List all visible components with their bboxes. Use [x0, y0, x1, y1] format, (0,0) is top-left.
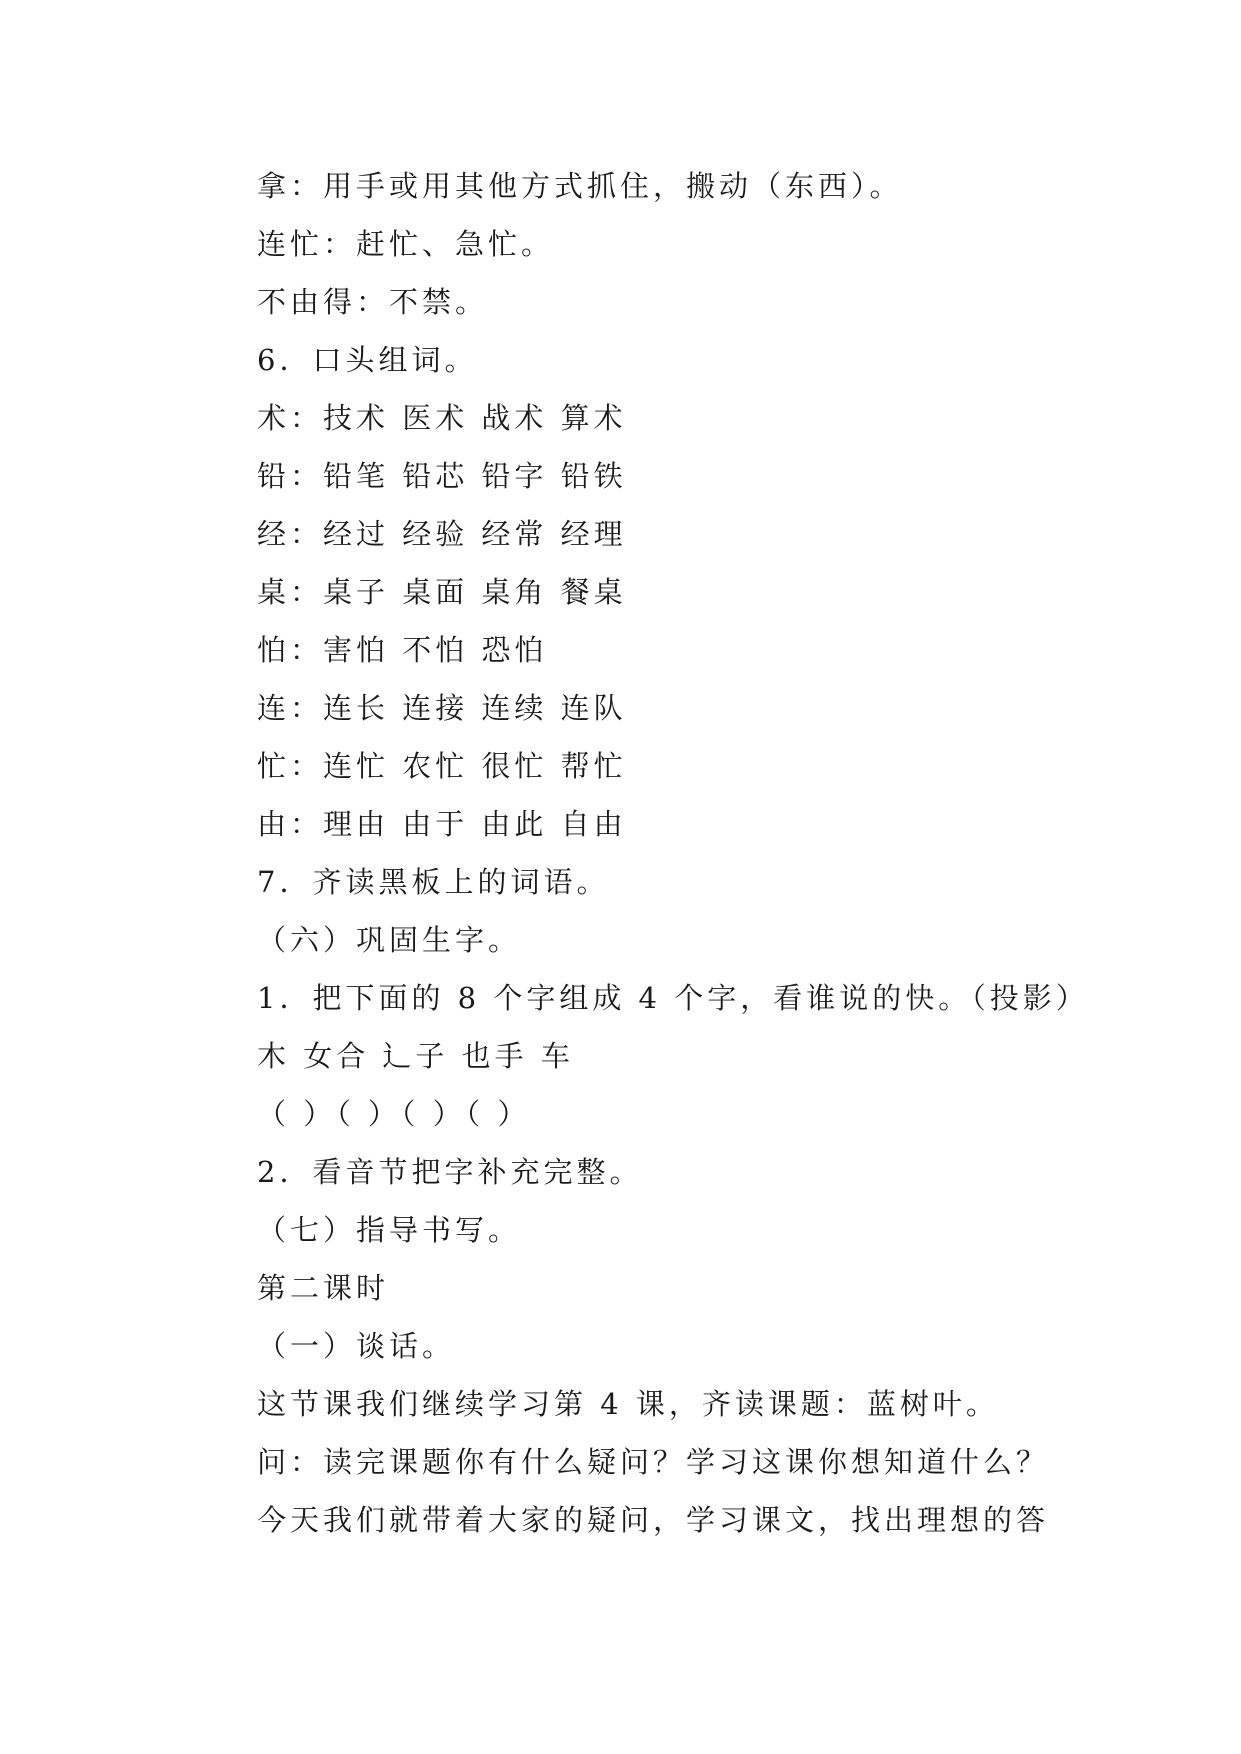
text-line: 木 女合 辶子 也手 车: [257, 1039, 574, 1073]
text-line: （六）巩固生字。: [257, 923, 522, 957]
text-line: 拿：用手或用其他方式抓住，搬动（东西）。: [257, 169, 903, 203]
text-line: 第二课时: [257, 1271, 390, 1305]
text-line: 1．把下面的 8 个字组成 4 个字，看谁说的快。（投影）: [257, 981, 1089, 1015]
text-line: 这节课我们继续学习第 4 课，齐读课题：蓝树叶。: [257, 1387, 999, 1421]
text-line: （七）指导书写。: [257, 1213, 522, 1247]
text-line: 今天我们就带着大家的疑问，学习课文，找出理想的答: [257, 1503, 1050, 1537]
text-line: （一）谈话。: [257, 1329, 456, 1363]
text-line: 桌：桌子 桌面 桌角 餐桌: [257, 575, 627, 609]
text-line: 2．看音节把字补充完整。: [257, 1155, 643, 1189]
text-line: 连忙：赶忙、急忙。: [257, 227, 555, 261]
text-line: 忙：连忙 农忙 很忙 帮忙: [257, 749, 627, 783]
text-line: 铅：铅笔 铅芯 铅字 铅铁: [257, 459, 627, 493]
text-line: 术：技术 医术 战术 算术: [257, 401, 627, 435]
text-line: 怕：害怕 不怕 恐怕: [257, 633, 548, 667]
text-line: 7．齐读黑板上的词语。: [257, 865, 610, 899]
text-line: 经：经过 经验 经常 经理: [257, 517, 627, 551]
text-line: 连：连长 连接 连续 连队: [257, 691, 627, 725]
text-line: 不由得：不禁。: [257, 285, 489, 319]
text-line: 由：理由 由于 由此 自由: [257, 807, 627, 841]
text-line: （ ）（ ）（ ）（ ）: [257, 1097, 531, 1131]
text-line: 6．口头组词。: [257, 343, 478, 377]
text-line: 问：读完课题你有什么疑问？学习这课你想知道什么？: [257, 1445, 1050, 1479]
